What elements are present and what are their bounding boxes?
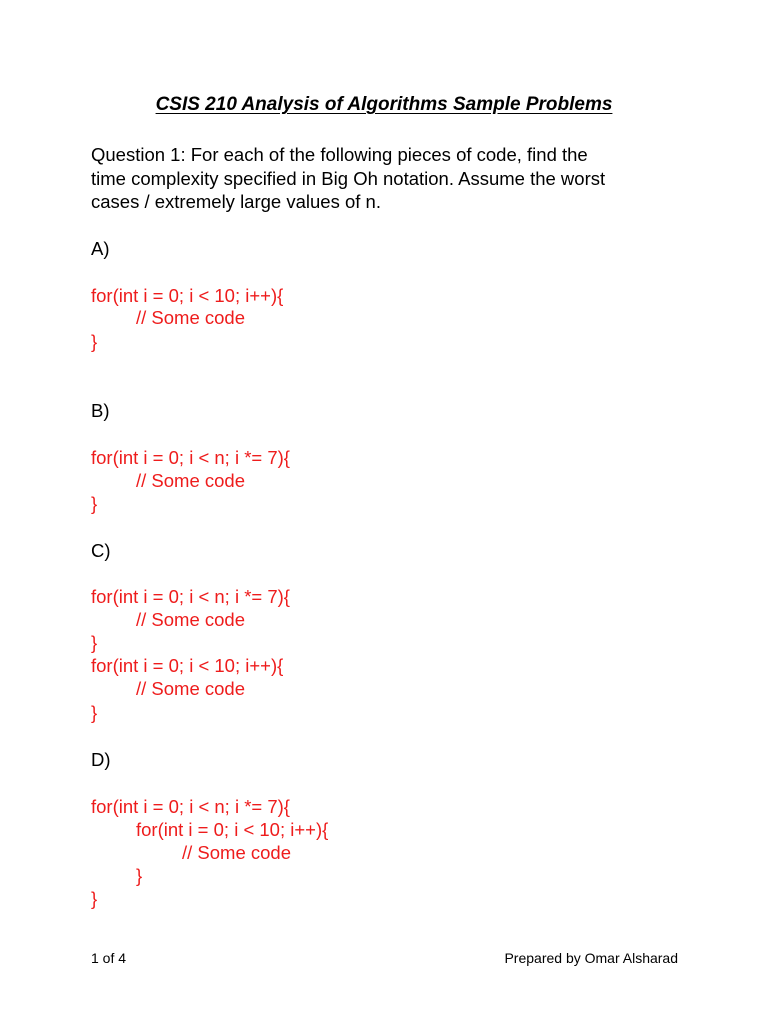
part-b-label: B) bbox=[91, 400, 110, 421]
part-c-label: C) bbox=[91, 540, 111, 561]
code-line: for(int i = 0; i < 10; i++){ bbox=[91, 655, 284, 676]
part-d-label: D) bbox=[91, 749, 111, 770]
code-line: for(int i = 0; i < 10; i++){ bbox=[91, 285, 284, 306]
code-line: } bbox=[91, 632, 98, 653]
document-title: CSIS 210 Analysis of Algorithms Sample Problems bbox=[155, 94, 613, 115]
code-line: } bbox=[91, 331, 98, 352]
code-line: // Some code bbox=[182, 842, 292, 863]
code-line: // Some code bbox=[136, 678, 246, 699]
code-line: for(int i = 0; i < 10; i++){ bbox=[136, 819, 329, 840]
code-line: for(int i = 0; i < n; i *= 7){ bbox=[91, 796, 290, 817]
question-line: cases / extremely large values of n. bbox=[91, 191, 381, 212]
part-a-label: A) bbox=[91, 238, 110, 259]
code-line: // Some code bbox=[136, 470, 246, 491]
question-1-text bbox=[91, 143, 691, 214]
page-number: 1 of 4 bbox=[91, 950, 127, 966]
code-line: for(int i = 0; i < n; i *= 7){ bbox=[91, 447, 290, 468]
code-line: // Some code bbox=[136, 307, 246, 328]
code-line: } bbox=[91, 702, 98, 723]
code-line: } bbox=[91, 888, 98, 909]
code-line: } bbox=[91, 493, 98, 514]
code-line: } bbox=[136, 865, 143, 886]
code-line: // Some code bbox=[136, 609, 246, 630]
code-line: for(int i = 0; i < n; i *= 7){ bbox=[91, 586, 290, 607]
question-line: Question 1: For each of the following pieces of code, find the bbox=[91, 144, 588, 165]
question-line: time complexity specified in Big Oh notation. Assume the worst bbox=[91, 167, 606, 189]
author-credit: Prepared by Omar Alsharad bbox=[504, 950, 678, 966]
